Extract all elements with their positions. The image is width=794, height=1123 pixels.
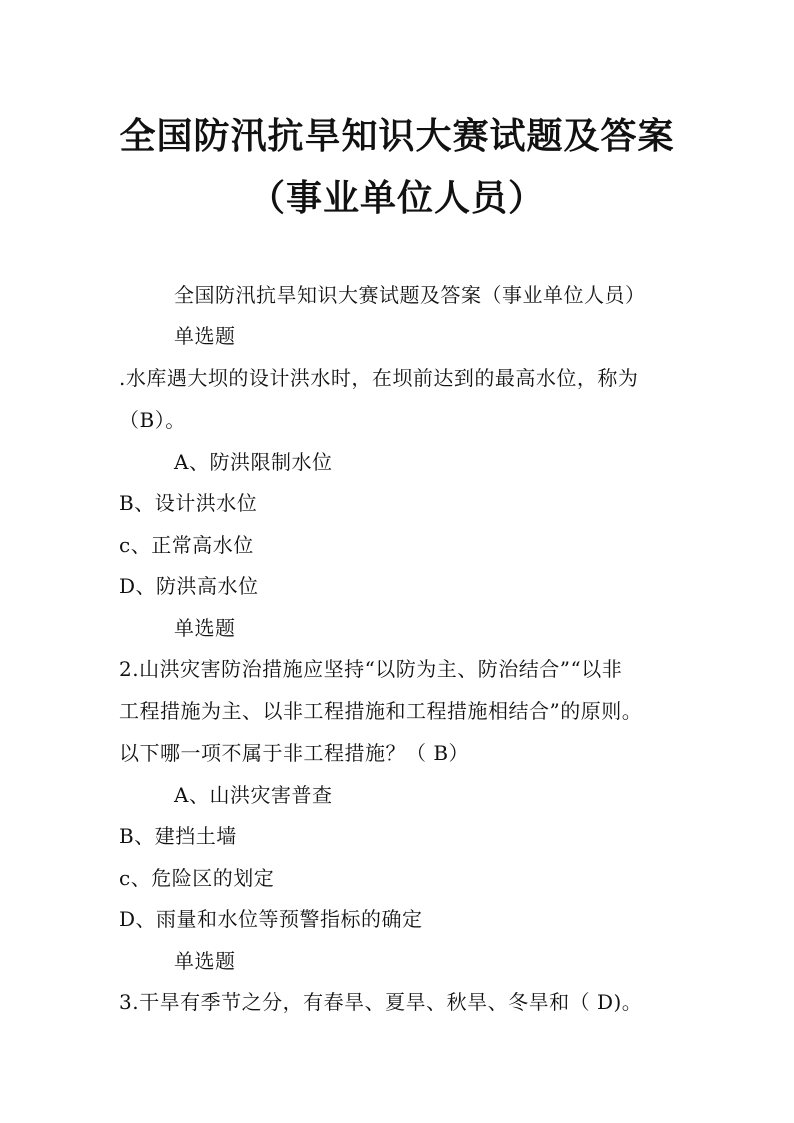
question-1-option-a: A、防洪限制水位 (174, 450, 333, 474)
question-2-option-c: c、危险区的划定 (119, 866, 275, 890)
document-subtitle: 全国防汛抗旱知识大赛试题及答案（事业单位人员） (174, 283, 646, 307)
question-1-option-b: B、设计洪水位 (119, 491, 258, 515)
question-1-text-line-1: .水库遇大坝的设计洪水时，在坝前达到的最高水位，称为 (119, 366, 639, 390)
question-1-text-line-2: （B）。 (119, 408, 186, 432)
question-2-option-d: D、雨量和水位等预警指标的确定 (119, 907, 423, 931)
question-2-text-line-1: 2.山洪灾害防治措施应坚持“以防为主、防治结合”“以非 (119, 657, 623, 681)
question-1-type-label: 单选题 (174, 324, 236, 348)
question-2-type-label: 单选题 (174, 616, 236, 640)
question-2-option-b: B、建挡土墙 (119, 824, 237, 848)
question-3-text-line-1: 3.干旱有季节之分，有春旱、夏旱、秋旱、冬旱和（ D)。 (119, 990, 643, 1014)
question-2-text-line-2: 工程措施为主、以非工程措施和工程措施相结合”的原则。 (119, 699, 643, 723)
document-title-line-2: （事业单位人员） (248, 177, 545, 219)
question-1-option-d: D、防洪高水位 (119, 574, 259, 598)
question-2-option-a: A、山洪灾害普查 (174, 783, 333, 807)
document-title-line-1: 全国防汛抗旱知识大赛试题及答案 (119, 115, 675, 157)
question-1-option-c: c、正常高水位 (119, 533, 254, 557)
question-2-text-line-3: 以下哪一项不属于非工程措施？（ B） (119, 741, 470, 765)
question-3-type-label: 单选题 (174, 949, 236, 973)
